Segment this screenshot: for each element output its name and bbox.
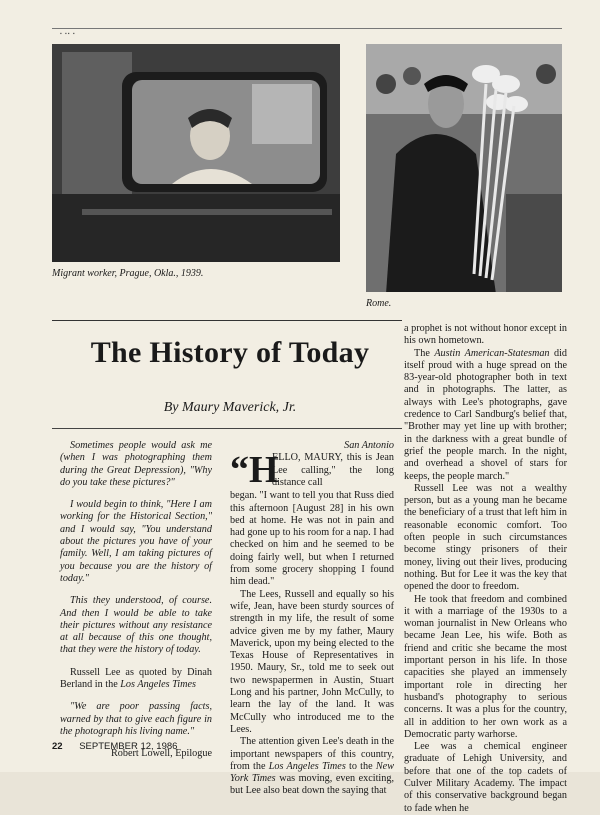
sidebar-column (60, 440, 212, 761)
story-paragraph: The attention given Lee's death in the important newspapers of this country, from the Los Angeles Times to the New York Times was moving, even exciting, but Lee also beat down the saying that (230, 736, 394, 797)
article-byline: By Maury Maverick, Jr. (163, 400, 297, 415)
story-paragraph: Lee was a chemical engineer graduate of Lehigh University, and before that one of the top cadets of Culver Military Academy. The impact of this conservative background began to fade when he (404, 741, 567, 814)
story-paragraph: The Austin American-Statesman did itself proud with a huge spread on the 83-year-old photographer both in text and in photographs. The latter, as always with Lee's photographs, gave credence to Carl Sandburg's belief that, "Brother may yet line up with brother; in the darkness with a great bundle of grief the people march. In the night, and overhead a shovel of stars for keeps, the people march." (404, 347, 567, 482)
epilogue-attribution: Robert Lowell, Epilogue (110, 748, 212, 760)
sidebar-quote-paragraph: This they understood, of course. And then I would be able to take their pictures without any resistance at all because of this one thought, that they were the history of today. (60, 595, 212, 656)
photo-caption-migrant-worker: Migrant worker, Prague, Okla., 1939. (52, 268, 204, 279)
sidebar-attribution: Russell Lee as quoted by Dinah Berland in the Los Angeles Times (60, 666, 212, 691)
article-title: The History of Today (90, 336, 370, 369)
epilogue-quote: "We are poor passing facts, warned by that to give each figure in the photograph his living name." (60, 701, 212, 737)
story-paragraph: He took that freedom and combined it with a marriage of the 1930s to a woman journalist in New Orleans who became Jean Lee, his wife. Both as friend and critic she became the most important person in his life. In those capacities she played an immensely important role in directing her husband's photography to serious concerns. It was a plus for the country, all in addition to her own work as a Democratic party warhorse. (404, 593, 567, 740)
story-paragraph: began. "I want to tell you that Russ died this afternoon [August 28] in his own bed at home. He was not in pain and had gone up to his room for a nap. I had checked on him and he seemed to be doing fairly well, but when I returned from some grocery shopping I found him dead." (230, 490, 394, 588)
byline-rule (52, 428, 402, 429)
story-paragraph: The Lees, Russell and equally so his wife, Jean, have been sturdy sources of strength in my life, the result of some advice given me by my father, Maury Maverick, upon my being elected to the Texas House of Representatives in 1950. Maury, Sr., told me to seek out two newspapermen in Austin, Stuart Long and his partner, John McCully, to learn the lay of the land. It was McCully who introduced me to the Lees. (230, 588, 394, 735)
story-paragraph: a prophet is not without honor except in his own hometown. (404, 323, 567, 347)
page-footer (52, 741, 177, 752)
photo-migrant-worker (52, 44, 340, 262)
story-column-1 (230, 440, 394, 798)
photo-rome (366, 44, 562, 292)
top-rule (52, 28, 562, 29)
section-rule (52, 320, 402, 321)
sidebar-quote-paragraph: I would begin to think, "Here I am working for the Historical Section," and I would say, "You understand about the pictures you have of your family. Well, I am taking pictures of you because you are the history of today." (60, 499, 212, 584)
photo-caption-rome: Rome. (366, 298, 392, 309)
opening-paragraph (230, 449, 394, 492)
story-paragraph: Russell Lee was not a wealthy person, but as a young man he became the beneficiary of a trust that left him in reasonable economic comfort. Too often people in such circumstances become stingy prisoners of their money, living out their lives, producing nothing. But for Lee it was the key that opened the door to freedom. (404, 482, 567, 593)
opening-text: ELLO, MAURY, this is Jean Lee calling," the long distance call (272, 452, 394, 488)
story-column-2 (404, 323, 567, 815)
dateline: San Antonio (344, 440, 394, 451)
issue-date: SEPTEMBER 12, 1986 (79, 741, 178, 752)
top-marker: ▪ ▪▪ ▪ (60, 32, 76, 37)
page-number: 22 (52, 741, 63, 752)
sidebar-quote-paragraph: Sometimes people would ask me (when I was photographing them during the Great Depression), "Why do you take these pictures?" (60, 440, 212, 488)
drop-cap: “H (230, 449, 279, 492)
